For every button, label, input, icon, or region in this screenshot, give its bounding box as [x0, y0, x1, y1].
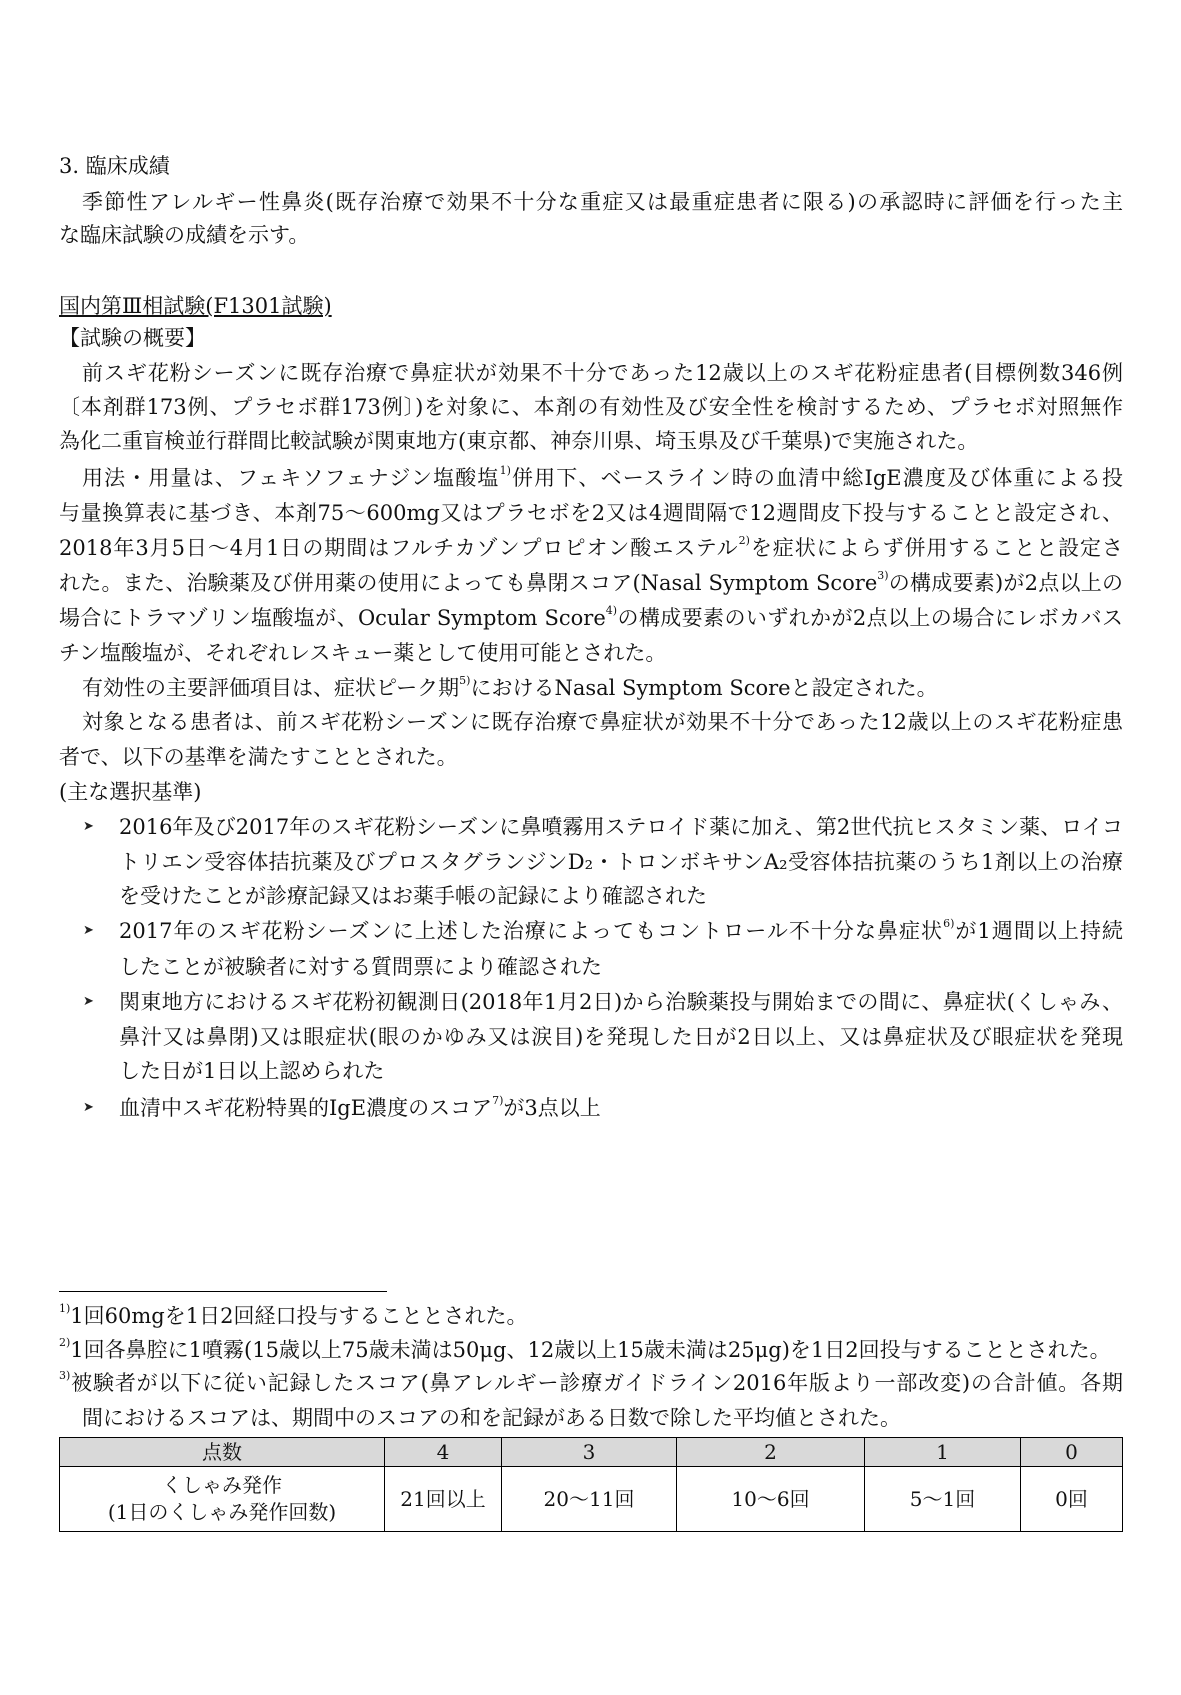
text: 有効性の主要評価項目は、症状ピーク期 [82, 676, 460, 700]
paragraph-line [59, 535, 1123, 561]
footnote-ref: 1) [499, 464, 511, 477]
header-cell: 1 [865, 1438, 1021, 1467]
table-cell: 0回 [1021, 1467, 1123, 1532]
paragraph-line: チン塩酸塩が、それぞれレスキュー薬として使用可能とされた。 [59, 641, 667, 665]
paragraph-line: 為化二重盲検並行群間比較試験が関東地方(東京都、神奈川県、埼玉県及び千葉県)で実施された。 [59, 429, 979, 453]
header-cell: 2 [677, 1438, 865, 1467]
text: 2018年3月5日～4月1日の期間はフルチカゾンプロピオン酸エステル [59, 536, 739, 560]
header-cell: 4 [385, 1438, 502, 1467]
overview-label: 【試験の概要】 [59, 326, 206, 350]
paragraph-line [82, 675, 938, 701]
paragraph-line: 与量換算表に基づき、本剤75～600mg又はプラセボを2又は4週間隔で12週間皮下投与することと設定され、 [59, 501, 1123, 525]
paragraph-line [82, 465, 1123, 491]
text: 血清中スギ花粉特異的IgE濃度のスコア [119, 1096, 493, 1120]
criterion-line: したことが被験者に対する質問票により確認された [119, 955, 602, 979]
criterion-line [119, 1095, 601, 1121]
text: が1週間以上持続 [954, 919, 1123, 943]
criterion-line [119, 918, 1123, 944]
text: 1回各鼻腔に1噴霧(15歳以上75歳未満は50μg、12歳以上15歳未満は25μg)を1日2回投与することとされた。 [70, 1338, 1111, 1362]
criterion-line: 関東地方におけるスギ花粉初観測日(2018年1月2日)から治験薬投与開始までの間に、鼻症状(くしゃみ、 [119, 990, 1123, 1014]
header-cell: 3 [502, 1438, 677, 1467]
criteria-label: (主な選択基準) [59, 780, 202, 804]
footnote-ref: 3) [877, 569, 889, 582]
paragraph-line: 者で、以下の基準を満たすこととされた。 [59, 745, 458, 769]
text: の構成要素)が2点以上の [888, 571, 1123, 595]
intro-line: 季節性アレルギー性鼻炎(既存治療で効果不十分な重症又は最重症患者に限る)の承認時に評価を行った主 [82, 190, 1123, 214]
table-cell: 5～1回 [865, 1467, 1021, 1532]
text: が3点以上 [503, 1096, 601, 1120]
footnote-ref: 5) [459, 674, 471, 687]
criterion-line: トリエン受容体拮抗薬及びプロスタグランジンD₂・トロンボキサンA₂受容体拮抗薬のうち1剤以上の治療 [119, 850, 1123, 874]
bullet-arrow-icon: ➤ [83, 923, 94, 938]
text: 2017年のスギ花粉シーズンに上述した治療によってもコントロール不十分な鼻症状 [119, 919, 944, 943]
footnote-mark: 2) [59, 1336, 71, 1349]
footnote-ref: 2) [738, 534, 750, 547]
criterion-line: を受けたことが診療記録又はお薬手帳の記録により確認された [119, 884, 707, 908]
footnote-mark: 3) [59, 1369, 71, 1382]
text: 併用下、ベースライン時の血清中総IgE濃度及び体重による投 [510, 466, 1123, 490]
criterion-line: した日が1日以上認められた [119, 1059, 385, 1083]
table-row [60, 1467, 1123, 1532]
paragraph-line: 対象となる患者は、前スギ花粉シーズンに既存治療で鼻症状が効果不十分であった12歳以上のスギ花粉症患 [82, 710, 1123, 734]
footnote [59, 1337, 1111, 1363]
footnote-mark: 1) [59, 1302, 71, 1315]
text: れた。また、治験薬及び併用薬の使用によっても鼻閉スコア(Nasal Symptom Score [59, 571, 878, 595]
text: の構成要素のいずれかが2点以上の場合にレボカバス [617, 606, 1123, 630]
sneeze-score-table [59, 1437, 1123, 1532]
footnote [59, 1370, 1123, 1396]
criterion-line: 鼻汁又は鼻閉)又は眼症状(眼のかゆみ又は涙目)を発現した日が2日以上、又は鼻症状及び眼症状を発現 [119, 1025, 1123, 1049]
footnote-divider [59, 1291, 387, 1292]
paragraph-line [59, 570, 1123, 596]
footnote-ref: 4) [605, 604, 618, 617]
footnote [59, 1303, 527, 1329]
row-label [60, 1467, 385, 1532]
text: におけるNasal Symptom Scoreと設定された。 [470, 676, 938, 700]
table-cell: 21回以上 [385, 1467, 502, 1532]
footnote-ref: 7) [492, 1094, 504, 1107]
paragraph-line: 前スギ花粉シーズンに既存治療で鼻症状が効果不十分であった12歳以上のスギ花粉症患者(目標例数346例 [82, 361, 1123, 385]
footnote-ref: 6) [943, 917, 955, 930]
footnote-continuation: 間におけるスコアは、期間中のスコアの和を記録がある日数で除した平均値とされた。 [82, 1406, 901, 1430]
row-label-line: (1日のくしゃみ発作回数) [107, 1500, 337, 1524]
bullet-arrow-icon: ➤ [83, 994, 94, 1009]
text: を症状によらず併用することと設定さ [749, 536, 1124, 560]
text: 1回60mgを1日2回経口投与することとされた。 [70, 1304, 528, 1328]
text: 場合にトラマゾリン塩酸塩が、Ocular Symptom Score [59, 606, 606, 630]
table-header-row [60, 1438, 1123, 1467]
table-cell: 20～11回 [502, 1467, 677, 1532]
paragraph-line [59, 605, 1123, 631]
bullet-arrow-icon: ➤ [83, 819, 94, 834]
row-label-line: くしゃみ発作 [162, 1473, 282, 1497]
trial-title: 国内第Ⅲ相試験(F1301試験) [59, 294, 332, 318]
intro-line: な臨床試験の成績を示す。 [59, 223, 310, 247]
header-cell: 点数 [60, 1438, 385, 1467]
table-cell: 10～6回 [677, 1467, 865, 1532]
text: 被験者が以下に従い記録したスコア(鼻アレルギー診療ガイドライン2016年版より一部改変)の合計値。各期 [70, 1371, 1123, 1395]
criterion-line: 2016年及び2017年のスギ花粉シーズンに鼻噴霧用ステロイド薬に加え、第2世代抗ヒスタミン薬、ロイコ [119, 815, 1123, 839]
header-cell: 0 [1021, 1438, 1123, 1467]
bullet-arrow-icon: ➤ [83, 1100, 94, 1115]
text: 用法・用量は、フェキソフェナジン塩酸塩 [82, 466, 500, 490]
paragraph-line: 〔本剤群173例、プラセボ群173例〕)を対象に、本剤の有効性及び安全性を検討するため、プラセボ対照無作 [59, 395, 1123, 419]
section-heading: 3. 臨床成績 [59, 154, 170, 178]
